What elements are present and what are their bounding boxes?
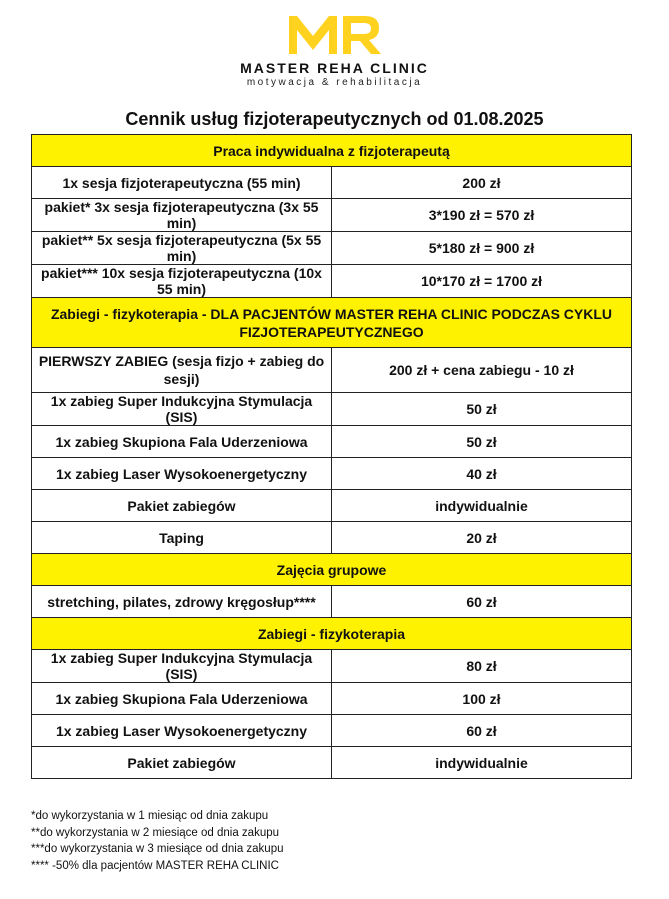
service-name: pakiet** 5x sesja fizjoterapeutyczna (5x 55 min): [32, 232, 332, 265]
table-row: [32, 715, 632, 747]
section-title: Zajęcia grupowe: [32, 554, 632, 586]
table-row: [32, 167, 632, 199]
service-name: Pakiet zabiegów: [32, 747, 332, 779]
table-row: [32, 458, 632, 490]
table-row: [32, 393, 632, 426]
service-price: 60 zł: [332, 715, 632, 747]
service-price: 80 zł: [332, 650, 632, 683]
mr-monogram-icon: [287, 10, 383, 56]
footnotes: [31, 808, 284, 874]
table-row: [32, 522, 632, 554]
table-row: [32, 348, 632, 393]
service-price: 200 zł + cena zabiegu - 10 zł: [332, 348, 632, 393]
table-row: [32, 490, 632, 522]
footnote: **do wykorzystania w 2 miesiące od dnia zakupu: [31, 826, 280, 839]
table-row: [32, 232, 632, 265]
service-price: indywidualnie: [332, 747, 632, 779]
service-price: indywidualnie: [332, 490, 632, 522]
service-price: 20 zł: [332, 522, 632, 554]
service-price: 200 zł: [332, 167, 632, 199]
table-row: [32, 586, 632, 618]
service-name: Taping: [32, 522, 332, 554]
section-title: Praca indywidualna z fizjoterapeutą: [32, 135, 632, 167]
service-name: 1x zabieg Laser Wysokoenergetyczny: [32, 458, 332, 490]
table-row: [32, 683, 632, 715]
service-name: 1x zabieg Skupiona Fala Uderzeniowa: [32, 683, 332, 715]
service-price: 10*170 zł = 1700 zł: [332, 265, 632, 298]
service-price: 50 zł: [332, 393, 632, 426]
section-header: [32, 135, 632, 167]
table-row: [32, 265, 632, 298]
page-title: Cennik usług fizjoterapeutycznych od 01.08.2025: [125, 109, 544, 129]
price-table: [31, 134, 632, 779]
service-name: pakiet*** 10x sesja fizjoterapeutyczna (10x 55 min): [32, 265, 332, 298]
section-header: [32, 618, 632, 650]
clinic-tagline: motywacja & rehabilitacja: [246, 77, 423, 88]
service-name: 1x zabieg Super Indukcyjna Stymulacja (SIS): [32, 393, 332, 426]
service-name: 1x zabieg Skupiona Fala Uderzeniowa: [32, 426, 332, 458]
table-row: [32, 426, 632, 458]
clinic-name: MASTER REHA CLINIC: [240, 60, 429, 76]
section-header: [32, 298, 632, 348]
footnote: **** -50% dla pacjentów MASTER REHA CLINIC: [31, 859, 279, 872]
service-name: Pakiet zabiegów: [32, 490, 332, 522]
service-name: stretching, pilates, zdrowy kręgosłup****: [32, 586, 332, 618]
service-name: 1x zabieg Super Indukcyjna Stymulacja (SIS): [32, 650, 332, 683]
section-title: Zabiegi - fizykoterapia: [32, 618, 632, 650]
service-price: 60 zł: [332, 586, 632, 618]
section-title: Zabiegi - fizykoterapia - DLA PACJENTÓW MASTER REHA CLINIC PODCZAS CYKLU FIZJOTERAPEUTYCZNEGO: [32, 298, 632, 348]
service-price: 40 zł: [332, 458, 632, 490]
service-name: pakiet* 3x sesja fizjoterapeutyczna (3x 55 min): [32, 199, 332, 232]
footnote: *do wykorzystania w 1 miesiąc od dnia zakupu: [31, 810, 269, 822]
service-name: 1x zabieg Laser Wysokoenergetyczny: [32, 715, 332, 747]
table-row: [32, 747, 632, 779]
table-row: [32, 650, 632, 683]
service-price: 50 zł: [332, 426, 632, 458]
clinic-logo: [0, 10, 669, 88]
service-price: 3*190 zł = 570 zł: [332, 199, 632, 232]
service-name: 1x sesja fizjoterapeutyczna (55 min): [32, 167, 332, 199]
service-price: 100 zł: [332, 683, 632, 715]
service-price: 5*180 zł = 900 zł: [332, 232, 632, 265]
footnote: ***do wykorzystania w 3 miesiące od dnia zakupu: [31, 843, 284, 855]
section-header: [32, 554, 632, 586]
table-row: [32, 199, 632, 232]
service-name: PIERWSZY ZABIEG (sesja fizjo + zabieg do sesji): [32, 348, 332, 393]
